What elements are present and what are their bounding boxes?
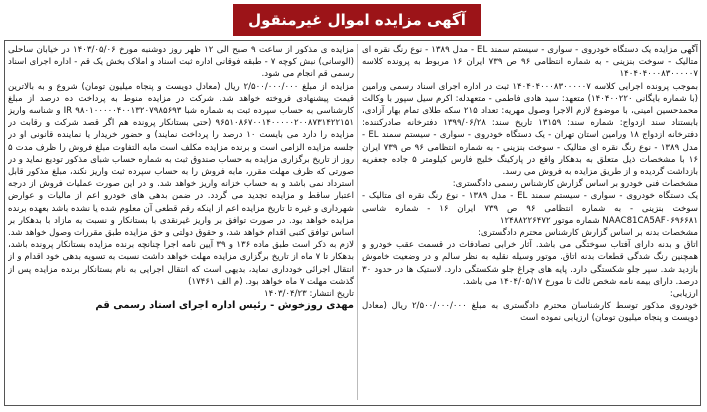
paragraph: یک دستگاه خودروی - سواری - سیستم سمند EL - مدل ۱۳۸۹ - نوع رنگ نقره ای متالیک - سوخت بنزینی - به شماره انتظامی ۹۶ ص ۷۳۹ ایران ۱۶ - شماره شاسی NAAC81CA5AF۰۶۹۶۶۸۱ شماره موتور ۱۲۴۸۸۲۲۶۴۷۲ (362, 191, 698, 226)
paragraph: مزایده ی مذکور از ساعت ۹ صبح الی ۱۲ ظهر روز دوشنبه مورخ ۱۴۰۳/۰۵/۰۶ در خیابان ساحلی (الوسانی) نبش کوچه ۷ - طبقه فوقانی اداره ثبت اسناد و املاک بخش یک قم - اداره اجرای اسناد رسمی قم انجام می شود. (8, 45, 354, 80)
notice-right-column (362, 44, 698, 404)
paragraph: مزایده از مبلغ ۲/۵۰۰/۰۰۰/۰۰۰ ریال (معادل دویست و پنجاه میلیون تومان) شروع و به بالاترین قیمت پیشنهادی فروخته خواهد شد. شرکت در مزایده منوط به پرداخت ده درصد از مبلغ کارشناسی به حساب سپرده ثبت به شماره شبا IR ۹۸۰۱۰۰۰۰۰۴۰۰۱۳۲۰۷۹۸۵۶۹۳ و شناسه واریز ۹۶۵۱۰۸۶۷۰۰۱۴۰۰۰۰۰۲۰۰۸۷۳۱۴۲۲۱۵۱ (حتی بستانکار پرونده هم اگر قصد شرکت و رقابت در مزایده را دارد می بایست ۱۰ درصد را پرداخت نمایند) و حضور خریدار یا نماینده قانونی او در جلسه مزایده الزامی است و برنده مزایده مکلف است مابه التفاوت مبلغ فروش را ظرف مدت ۵ روز از تاریخ برگزاری مزایده به حساب صندوق ثبت به شماره حساب شبای مذکور تودیع نماید و در صورتی که ظرف مهلت مقرر، مابه فروش را به حساب سپرده ثبت واریز نکند، مبلغ مذکور قابل استرداد نمی باشد و به حساب خزانه واریز خواهد شد. و در این صورت عملیات فروش از درجه اعتبار ساقط و مزایده تجدید می گردد. در ضمن بدهی های خودرو اعم از مالیات و عوارض شهرداری و غیره تا تاریخ مزایده اعم از اینکه رقم قطعی آن معلوم شده یا نشده باشد بعهده برنده مزایده خواهد بود. در صورت توافق بر واریز غیرنقدی با بستانکار و نسبت به مازاد با بدهکار بر اساس توافق کتبی اقدام خواهد شد، و حقوق دولتی و حق مزایده طبق مقررات وصول خواهد شد. لازم به ذکر است طبق ماده ۱۳۶ و ۳۹ آیین نامه اجرا چنانچه برنده مزایده بستانکار پرونده باشد، بدهکار تا ۷ ماه از تاریخ برگزاری مزایده مهلت خواهد داشت نسبت به تسویه بدهی خود اقدام و از انتقال اجرائی خودداری نماید، بدیهی است که انتقال اجرایی به نام بستانکار برنده مزایده پس از گذشت مهلت ۷ ماه خواهد بود. (م الف ۱۷۴۶۱) (8, 81, 354, 287)
column-divider (357, 44, 358, 400)
paragraph: مشخصات فنی خودرو بر اساس گزارش کارشناس رسمی دادگستری: (452, 179, 698, 190)
publish-date: تاریخ انتشار: ۱۴۰۳/۰۴/۲۳ (264, 289, 354, 300)
paragraph: بموجب پرونده اجرایی کلاسه ۱۴۰۴۰۴۰۰۰۸۳۰۰۰۰۰۷ ثبت در اداره اجرای اسناد رسمی ورامین (با شماره بایگانی ۱۴۰۴۰۰۲۲۰) متعهد: سید هادی فاطمی - متعهدله: اکرم سیل سپور با وکالت محمدحسین امینی، با موضوع لازم الاجرا وصول مهریه: تعداد ۲۱۵ سکه طلای تمام بهار آزادی، بابستناد سند ازدواج: شماره سند: ۱۳۱۵۹ تاریخ سند: ۱۳۹۹/۰۶/۲۸ دفترخانه صادرکننده: دفترخانه ازدواج ۱۸ ورامین استان تهران - یک دستگاه خودروی - سواری - سیستم سمند EL - مدل ۱۳۸۹ - نوع رنگ نقره ای متالیک - سوخت بنزینی - به شماره انتظامی ۹۶ ص ۷۳۹ ایران ۱۶ با مشخصات ذیل متعلق به بدهکار واقع در پارکینگ خلیج فارس کیلومتر ۵ جاده جعفریه بازداشت گردیده و از طریق مزایده به فروش می رسد. (362, 81, 698, 178)
notice-left-column (8, 44, 354, 404)
paragraph: اتاق و بدنه دارای آفتاب سوختگی می باشد. آثار خرابی تصادفات در قسمت عقب خودرو و همچنین رنگ شدگی قطعات بدنه اتاق. موتور وسیله نقلیه به نظر سالم و در وضعیت خاموش بازدید شد. سپر جلو شکستگی دارد. پایه های چراغ جلو شکستگی دارد. لاستیک ها در حدود ۳۰ درصد. دارای بیمه نامه شخص ثالث تا مورخ ۱۴۰۴/۰۵/۱۷ می باشد. (362, 240, 698, 287)
paragraph: ارزیابی: (669, 289, 698, 300)
notice-title: آگهی مزایده اموال غیرمنقول (233, 4, 481, 36)
paragraph: خودروی مذکور توسط کارشناسان محترم دادگستری به مبلغ ۲/۵۰۰/۰۰۰/۰۰۰ ریال (معادل دویست و پنجاه میلیون تومان) ارزیابی نموده است (362, 301, 698, 324)
paragraph: آگهی مزایده یک دستگاه خودروی - سواری - سیستم سمند EL - مدل ۱۳۸۹ - نوع رنگ نقره ای متالیک - سوخت بنزینی - به شماره انتظامی ۹۶ ص ۷۳۹ ایران ۱۶ مربوط به پرونده کلاسه ۱۴۰۴۰۴۰۰۰۸۳۰۰۰۰۰۷ (362, 45, 698, 80)
paragraph: مشخصات بدنه بر اساس گزارش کارشناس محترم دادگستری: (477, 228, 698, 239)
signature: مهدی روزخوش - رئیس اداره اجرای اسناد رسمی قم (95, 300, 354, 312)
